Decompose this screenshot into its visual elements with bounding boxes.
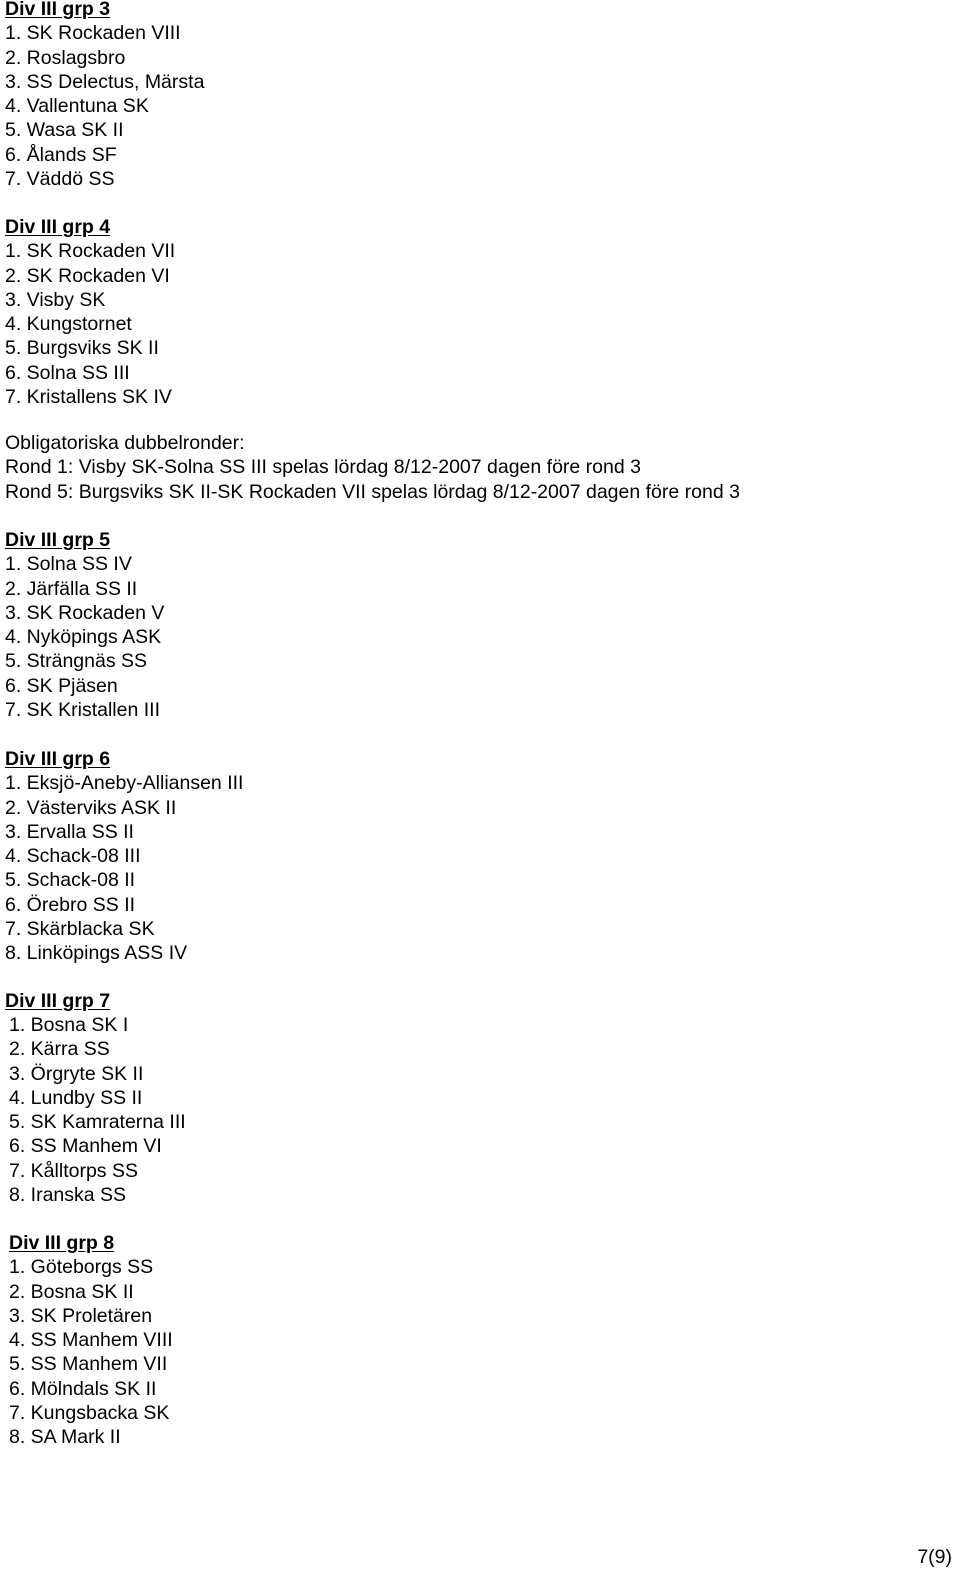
team-item: 6. Ålands SF xyxy=(5,143,117,166)
team-item: 5. SK Kamraterna III xyxy=(9,1111,186,1134)
team-item: 7. Skärblacka SK xyxy=(5,918,155,941)
double-rounds-note xyxy=(5,431,740,504)
team-item: 4. Nyköpings ASK xyxy=(5,626,162,649)
team-item: 2. Bosna SK II xyxy=(9,1280,134,1303)
group-heading: Div III grp 7 xyxy=(5,990,111,1012)
team-item: 5. Strängnäs SS xyxy=(5,650,148,673)
team-item: 1. SK Rockaden VIII xyxy=(5,22,181,45)
group-div3-grp3 xyxy=(5,0,204,191)
group-div3-grp7-teams xyxy=(9,1013,186,1207)
team-item: 3. Ervalla SS II xyxy=(5,820,134,843)
team-item: 5. SS Manhem VII xyxy=(9,1353,168,1376)
team-item: 3. SK Proletären xyxy=(9,1304,153,1327)
team-item: 3. Visby SK xyxy=(5,288,106,311)
note-line: Rond 1: Visby SK-Solna SS III spelas lördag 8/12-2007 dagen före rond 3 xyxy=(5,456,641,479)
note-title: Obligatoriska dubbelronder: xyxy=(5,432,245,454)
group-div3-grp7 xyxy=(5,989,110,1013)
team-item: 1. SK Rockaden VII xyxy=(5,240,176,263)
team-item: 7. Kristallens SK IV xyxy=(5,386,172,409)
team-item: 5. Schack-08 II xyxy=(5,869,136,892)
team-item: 7. SK Kristallen III xyxy=(5,699,160,722)
team-item: 7. Väddö SS xyxy=(5,168,115,191)
group-heading: Div III grp 3 xyxy=(5,0,111,20)
team-item: 4. SS Manhem VIII xyxy=(9,1329,173,1352)
team-item: 3. SK Rockaden V xyxy=(5,601,165,624)
team-item: 2. SK Rockaden VI xyxy=(5,264,170,287)
note-line: Rond 5: Burgsviks SK II-SK Rockaden VII spelas lördag 8/12-2007 dagen före rond 3 xyxy=(5,480,740,503)
team-item: 2. Västerviks ASK II xyxy=(5,796,177,819)
group-heading: Div III grp 4 xyxy=(5,216,111,238)
team-item: 5. Burgsviks SK II xyxy=(5,337,159,360)
team-item: 6. Solna SS III xyxy=(5,361,130,384)
team-item: 2. Kärra SS xyxy=(9,1038,110,1061)
team-item: 3. SS Delectus, Märsta xyxy=(5,70,205,93)
group-div3-grp8 xyxy=(9,1231,173,1450)
team-item: 4. Schack-08 III xyxy=(5,845,141,868)
team-item: 1. Eksjö-Aneby-Alliansen III xyxy=(5,772,244,795)
team-item: 7. Kålltorps SS xyxy=(9,1159,138,1182)
page-number: 7(9) xyxy=(917,1546,952,1568)
team-item: 4. Vallentuna SK xyxy=(5,95,149,118)
group-heading: Div III grp 5 xyxy=(5,529,111,551)
team-item: 8. Iranska SS xyxy=(9,1184,127,1207)
group-div3-grp4 xyxy=(5,215,175,409)
group-heading: Div III grp 8 xyxy=(9,1232,115,1254)
team-item: 8. Linköpings ASS IV xyxy=(5,942,188,965)
team-item: 8. SA Mark II xyxy=(9,1426,121,1449)
team-item: 7. Kungsbacka SK xyxy=(9,1402,170,1425)
team-item: 4. Kungstornet xyxy=(5,313,132,336)
team-item: 1. Solna SS IV xyxy=(5,553,132,576)
team-item: 1. Bosna SK I xyxy=(9,1014,129,1036)
team-item: 6. SK Pjäsen xyxy=(5,674,118,697)
team-item: 6. Mölndals SK II xyxy=(9,1377,157,1400)
team-item: 5. Wasa SK II xyxy=(5,119,124,142)
team-item: 4. Lundby SS II xyxy=(9,1086,143,1109)
group-div3-grp5 xyxy=(5,528,164,722)
team-item: 1. Göteborgs SS xyxy=(9,1256,154,1279)
team-item: 3. Örgryte SK II xyxy=(9,1062,144,1085)
group-heading: Div III grp 6 xyxy=(5,748,111,770)
team-item: 6. Örebro SS II xyxy=(5,893,136,916)
team-item: 6. SS Manhem VI xyxy=(9,1135,162,1158)
team-item: 2. Järfälla SS II xyxy=(5,577,138,600)
group-div3-grp6 xyxy=(5,747,243,966)
team-item: 2. Roslagsbro xyxy=(5,46,126,69)
